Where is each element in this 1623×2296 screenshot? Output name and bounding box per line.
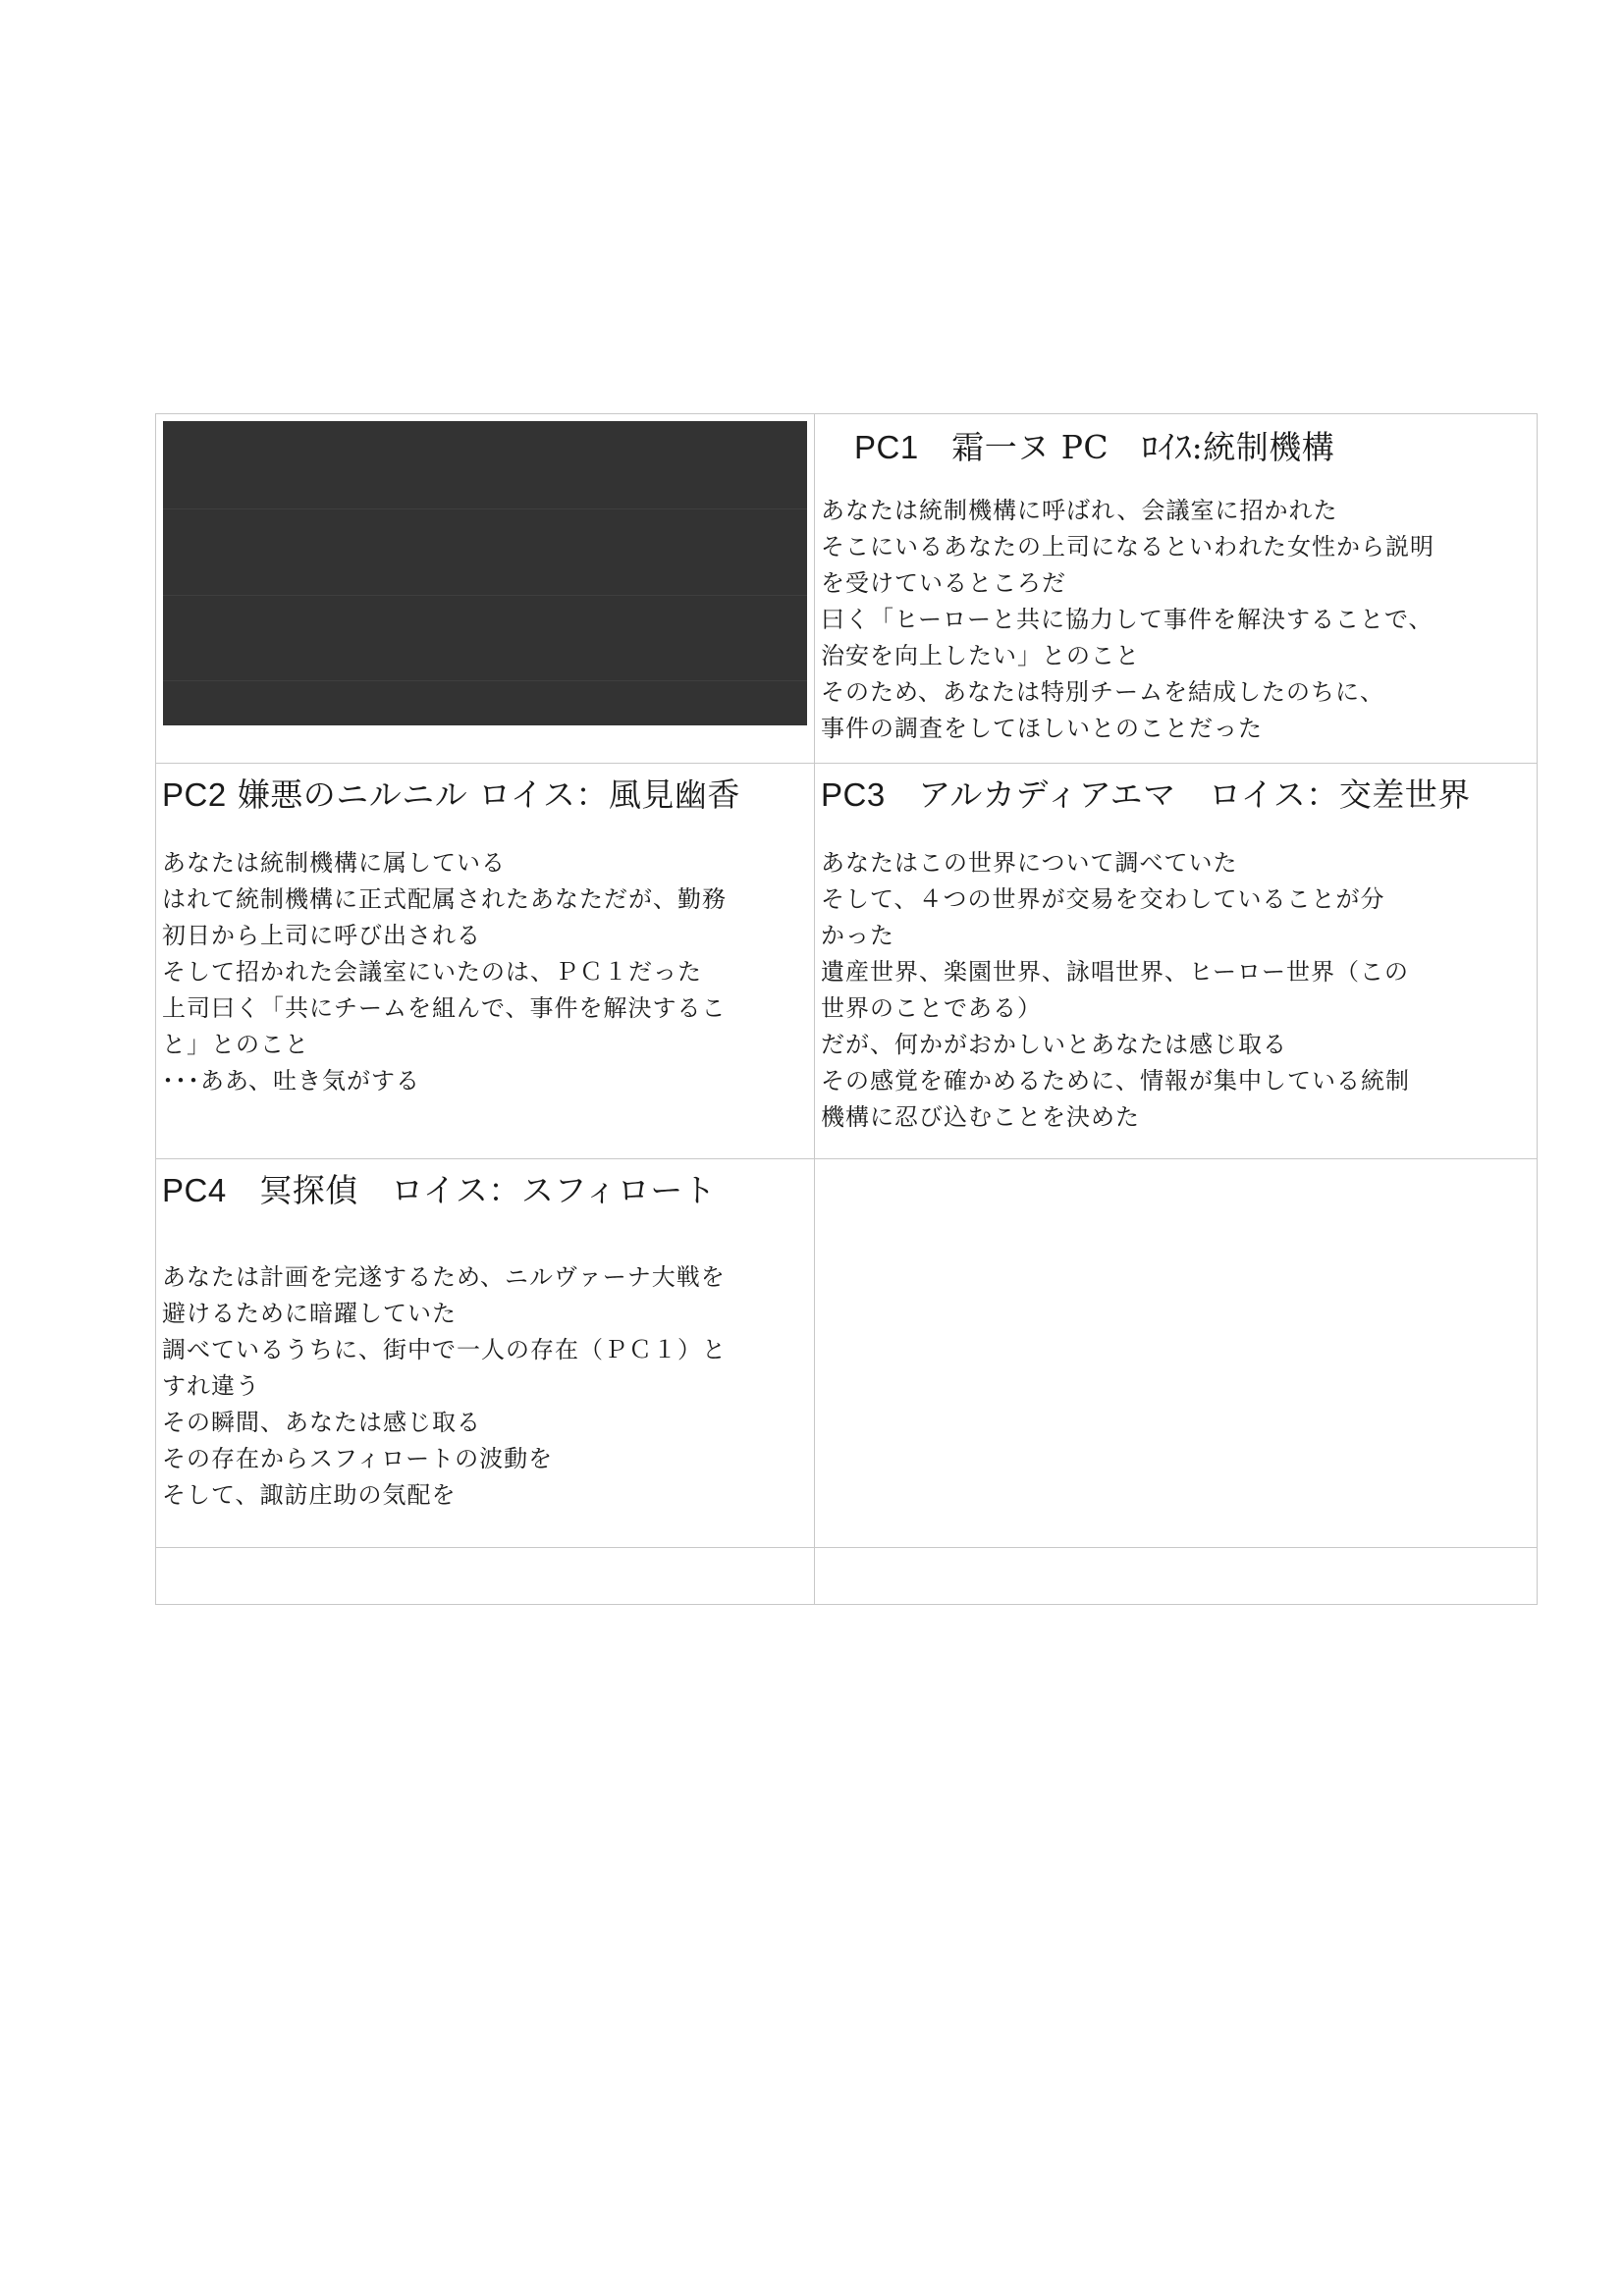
text-line: 初日から上司に呼び出される [162, 922, 481, 949]
pc3-title: アルカディアエマ ロイス：交差世界 [918, 775, 1471, 814]
text-line: そして、諏訪庄助の気配を [162, 1481, 457, 1509]
table-row [156, 764, 1538, 1159]
text-line: あなたはこの世界について調べていた [821, 849, 1238, 877]
text-line: あなたは計画を完遂するため、ニルヴァーナ大戦を [162, 1263, 726, 1291]
pc1-title: 霜一ヌ PC [951, 428, 1109, 466]
pc2-code: PC2 [162, 776, 227, 813]
pc2-title: 嫌悪のニルニル ロイス：風見幽香 [237, 775, 740, 814]
pc3-handout [815, 764, 1538, 1159]
redacted-image [163, 421, 807, 725]
text-line: そのため、あなたは特別チームを結成したのちに、 [821, 678, 1385, 706]
text-line: その瞬間、あなたは感じ取る [162, 1409, 481, 1436]
pc3-code: PC3 [821, 776, 886, 813]
pc1-heading [821, 428, 1531, 467]
text-line: かった [821, 922, 894, 949]
empty-cell [815, 1159, 1538, 1548]
text-line: はれて統制機構に正式配属されたあなただが、勤務 [162, 885, 727, 913]
text-line: そして招かれた会議室にいたのは、ＰＣ１だった [162, 958, 702, 986]
redacted-image-cell [156, 414, 815, 764]
text-line: 遺産世界、楽園世界、詠唱世界、ヒーロー世界（この [821, 958, 1410, 986]
character-handout-table [155, 413, 1538, 1605]
text-line: あなたは統制機構に属している [162, 849, 506, 877]
text-line: と」とのこと [162, 1031, 309, 1058]
pc1-handout [815, 414, 1538, 764]
pc4-heading [162, 1171, 808, 1210]
text-line: 避けるために暗躍していた [162, 1300, 457, 1327]
pc4-code: PC4 [162, 1172, 227, 1208]
handout-sheet [155, 413, 1537, 1606]
text-line: だが、何かがおかしいとあなたは感じ取る [821, 1031, 1287, 1058]
pc1-lois: ﾛｲｽ:統制機構 [1141, 428, 1335, 466]
text-line: あなたは統制機構に呼ばれ、会議室に招かれた [821, 497, 1338, 524]
pc4-title: 冥探偵 ロイス：スフィロート [259, 1171, 717, 1209]
pc2-heading [162, 775, 808, 815]
table-row [156, 1548, 1538, 1605]
text-line: 上司曰く「共にチームを組んで、事件を解決するこ [162, 994, 727, 1022]
pc4-text [162, 1259, 808, 1514]
text-line: その存在からスフィロートの波動を [162, 1445, 554, 1472]
pc1-text [821, 493, 1531, 747]
text-line: 治安を向上したい」とのこと [821, 642, 1140, 669]
empty-cell [815, 1548, 1538, 1605]
text-line: ･･･ああ、吐き気がする [162, 1067, 421, 1095]
pc4-handout [156, 1159, 815, 1548]
text-line: 機構に忍び込むことを決めた [821, 1103, 1140, 1131]
pc1-code: PC1 [854, 429, 919, 465]
pc2-handout [156, 764, 815, 1159]
text-line: 調べているうちに、街中で一人の存在（ＰＣ１）と [162, 1336, 727, 1363]
text-line: そこにいるあなたの上司になるといわれた女性から説明 [821, 533, 1434, 561]
text-line: 曰く「ヒーローと共に協力して事件を解決することで、 [821, 606, 1434, 633]
text-line: 世界のことである） [821, 994, 1042, 1022]
text-line: その感覚を確かめるために、情報が集中している統制 [821, 1067, 1410, 1095]
text-line: を受けているところだ [821, 569, 1066, 597]
empty-cell [156, 1548, 815, 1605]
text-line: すれ違う [162, 1372, 260, 1400]
pc3-heading [821, 775, 1531, 815]
pc2-text [162, 845, 808, 1099]
text-line: そして、４つの世界が交易を交わしていることが分 [821, 885, 1385, 913]
pc3-text [821, 845, 1531, 1136]
table-row [156, 1159, 1538, 1548]
text-line: 事件の調査をしてほしいとのことだった [821, 715, 1263, 742]
table-row [156, 414, 1538, 764]
